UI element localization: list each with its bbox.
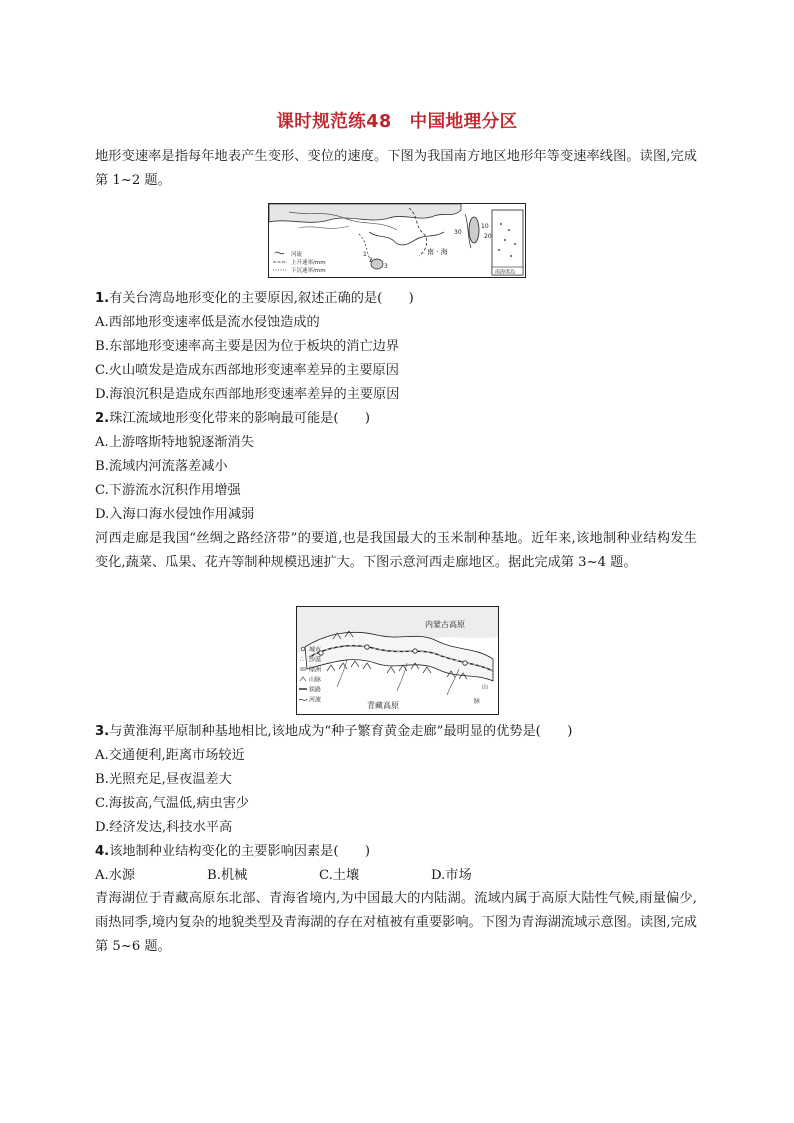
question-4-option-a[interactable]: A.水源 — [95, 868, 136, 883]
map1-label-30: 30 — [454, 229, 462, 236]
map1-label-1: 1 — [363, 251, 367, 258]
question-3-option-a[interactable]: A.交通便利,距离市场较近 — [95, 748, 245, 763]
question-4-option-c[interactable]: C.土壤 — [319, 868, 360, 883]
question-4-number: 4. — [95, 844, 110, 859]
question-1-option-a[interactable]: A.西部地形变速率低是流水侵蚀造成的 — [95, 315, 320, 330]
question-2-option-b[interactable]: B.流域内河流落差减小 — [95, 459, 228, 474]
question-1-option-c[interactable]: C.火山喷发是造成东西部地形变速率差异的主要原因 — [95, 363, 399, 378]
question-3-option-b[interactable]: B.光照充足,昼夜温差大 — [95, 772, 232, 787]
map1-legend-rise: 上升速率/mm — [291, 260, 326, 266]
question-1-option-d[interactable]: D.海浪沉积是造成东西部地形变速率差异的主要原因 — [95, 387, 400, 402]
intro-paragraph-2: 河西走廊是我国“丝绸之路经济带”的要道,也是我国最大的玉米制种基地。近年来,该地制种业结构发生变化,蔬菜、瓜果、花卉等制种规模迅速扩大。下图示意河西走廊地区。据此完成第 3~4 题。 — [95, 531, 697, 570]
map1-inset — [492, 210, 523, 276]
map2-legend-river: 河流 — [309, 696, 322, 704]
question-1-text: 有关台湾岛地形变化的主要原因,叙述正确的是( ) — [109, 291, 414, 306]
map1-legend-sink: 下沉速率/mm — [291, 268, 326, 274]
question-2-text: 珠江流域地形变化带来的影响最可能是( ) — [109, 411, 371, 426]
map1-label-10: 10 — [481, 223, 489, 230]
map2-legend-city: 城市 — [309, 646, 322, 654]
question-3-option-d[interactable]: D.经济发达,科技水平高 — [95, 820, 233, 835]
question-1-stem — [95, 289, 414, 309]
svg-text:∴: ∴ — [300, 656, 304, 663]
question-4-option-b[interactable]: B.机械 — [207, 868, 248, 883]
intro-paragraph-3: 青海湖位于青藏高原东北部、青海省境内,为中国最大的内陆湖。流域内属于高原大陆性气候,雨量偏少,雨热同季,境内复杂的地貌类型及青海湖的存在对植被有重要影响。下图为青海湖流域示意图。读图,完成第 5~6 题。 — [95, 891, 697, 954]
question-3-text: 与黄淮海平原制种基地相比,该地成为“种子繁育黄金走廊”最明显的优势是( ) — [109, 724, 573, 739]
map2-legend-mountain: 山脉 — [309, 676, 322, 684]
hexi-corridor-map-drawing — [297, 607, 498, 714]
hexi-corridor-map — [296, 606, 499, 715]
question-3-number: 3. — [95, 724, 110, 739]
question-2-option-a[interactable]: A.上游喀斯特地貌逐渐消失 — [95, 435, 254, 450]
question-3-option-c[interactable]: C.海拔高,气温低,病虫害少 — [95, 796, 250, 811]
question-2-option-c[interactable]: C.下游流水沉积作用增强 — [95, 483, 241, 498]
question-4-stem — [95, 842, 370, 862]
map1-label-2: 2 — [369, 257, 373, 264]
question-4-text: 该地制种业结构变化的主要影响因素是( ) — [109, 844, 371, 859]
landform-rate-map — [268, 203, 526, 278]
map2-mountain-mark-2: 脉 — [474, 698, 481, 705]
question-3-stem — [95, 722, 572, 742]
question-2-option-d[interactable]: D.入海口海水侵蚀作用减弱 — [95, 507, 255, 522]
map1-sea-label: 南 · 海 — [427, 248, 448, 256]
question-2-stem — [95, 409, 370, 429]
intro-paragraph-1: 地形变速率是指每年地表产生变形、变位的速度。下图为我国南方地区地形年等变速率线图。读图,完成第 1~2 题。 — [95, 149, 697, 188]
question-1-number: 1. — [95, 291, 110, 306]
map2-plateau-north: 内蒙古高原 — [425, 620, 465, 629]
question-4-option-d[interactable]: D.市场 — [431, 868, 472, 883]
map2-legend-railway: 铁路 — [309, 686, 322, 694]
map2-plateau-south: 青藏高原 — [367, 701, 399, 710]
map1-label-20: 20 — [484, 233, 492, 240]
map1-inset-label: 南海诸岛 — [495, 269, 516, 276]
page-title: 课时规范练48 中国地理分区 — [276, 112, 518, 132]
question-1-option-b[interactable]: B.东部地形变速率高主要是因为位于板块的消亡边界 — [95, 339, 400, 354]
map1-legend — [273, 250, 326, 274]
map1-label-3: 3 — [384, 263, 388, 270]
question-2-number: 2. — [95, 411, 110, 426]
map2-legend-desert: 沙漠 — [309, 656, 322, 664]
question-4-options — [95, 866, 595, 886]
map2-legend-oasis: 绿洲 — [309, 666, 322, 674]
map1-legend-river: 河流 — [291, 252, 303, 258]
landform-rate-map-drawing — [269, 204, 525, 277]
map2-mountain-mark-1: 山 — [482, 684, 489, 691]
